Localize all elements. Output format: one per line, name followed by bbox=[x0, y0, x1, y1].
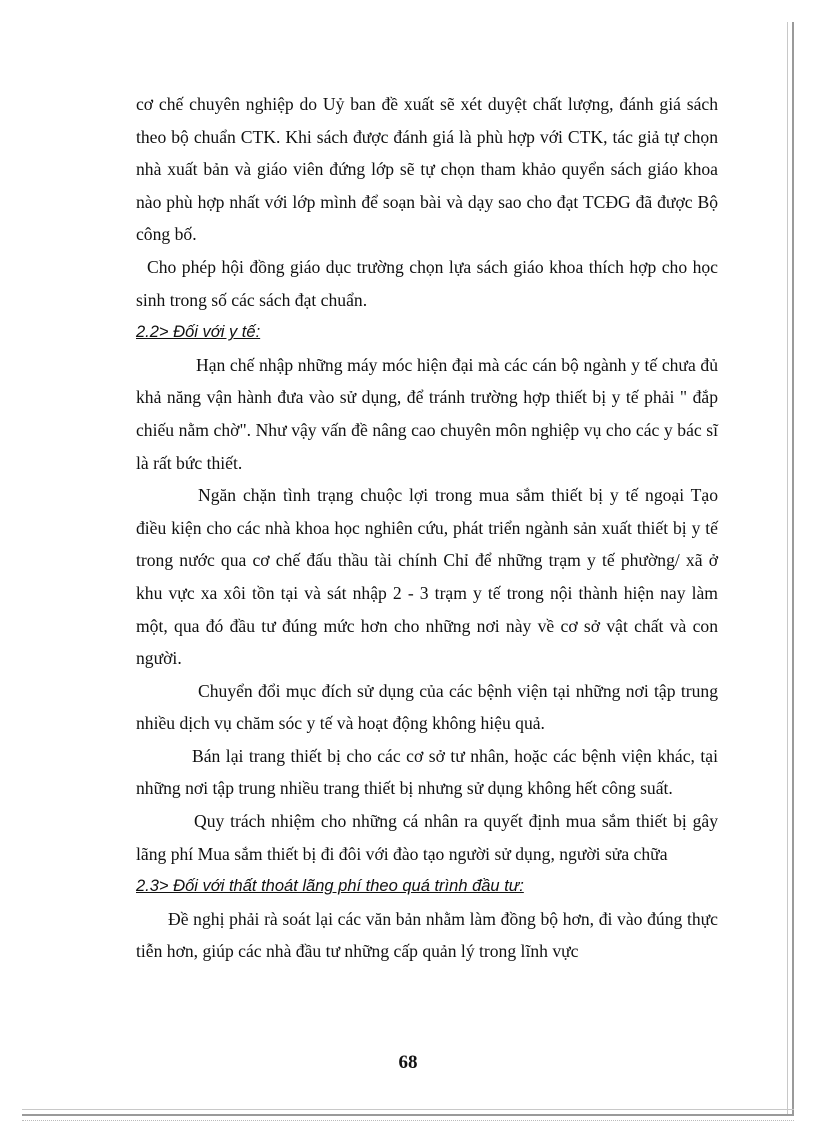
page-border-bottom bbox=[22, 1114, 794, 1116]
paragraph-repurpose-hospitals: Chuyển đổi mục đích sử dụng của các bệnh viện tại những nơi tập trung nhiều dịch vụ chăm sóc y tế và hoạt động không hiệu quả. bbox=[136, 680, 718, 734]
paragraph-prevent-profiteering: Ngăn chặn tình trạng chuộc lợi trong mua sắm thiết bị y tế ngoại Tạo điều kiện cho các nhà khoa học nghiên cứu, phát triển ngành sản xuất thiết bị y tế trong nước qua cơ chế đấu thầu tài chính Chỉ để những trạm y tế phường/ xã ở khu vực xa xôi tồn tại và sát nhập 2 - 3 trạm y tế trong nội thành hiện nay làm một, qua đó đầu tư đúng mức hơn cho những nơi này về cơ sở vật chất và con người. bbox=[136, 485, 718, 669]
paragraph-sell-equipment: Bán lại trang thiết bị cho các cơ sở tư nhân, hoặc các bệnh viện khác, tại những nơi tập trung nhiều trang thiết bị nhưng sử dụng không hết công suất. bbox=[136, 745, 718, 799]
page-border-bottom-inner bbox=[22, 1109, 794, 1110]
page-border-right-inner bbox=[787, 22, 788, 1116]
paragraph-school-council: Cho phép hội đồng giáo dục trường chọn lựa sách giáo khoa thích hợp cho học sinh trong số các sách đạt chuẩn. bbox=[136, 256, 718, 310]
section-heading-health: 2.2> Đối với y tế: bbox=[136, 323, 261, 342]
document-body bbox=[136, 88, 718, 968]
paragraph-limit-imports: Hạn chế nhập những máy móc hiện đại mà các cán bộ ngành y tế chưa đủ khả năng vận hành đưa vào sử dụng, để tránh trường hợp thiết bị y tế phải " đắp chiếu nằm chờ". Như vậy vấn đề nâng cao chuyên môn nghiệp vụ cho các y bác sĩ là rất bức thiết. bbox=[136, 354, 718, 473]
paragraph-accountability: Quy trách nhiệm cho những cá nhân ra quyết định mua sắm thiết bị gây lãng phí Mua sắm thiết bị đi đôi với đào tạo người sử dụng, người sửa chữa bbox=[136, 811, 718, 864]
section-heading-investment: 2.3> Đối với thất thoát lãng phí theo quá trình đầu tư: bbox=[136, 877, 524, 896]
paragraph-textbook-review: cơ chế chuyên nghiệp do Uỷ ban đề xuất sẽ xét duyệt chất lượng, đánh giá sách theo bộ chuẩn CTK. Khi sách được đánh giá là phù hợp với CTK, tác giả tự chọn nhà xuất bản và giáo viên đứng lớp sẽ tự chọn tham khảo quyển sách giáo khoa nào phù hợp nhất với lớp mình để soạn bài và dạy sao cho đạt TCĐG đã được Bộ công bố. bbox=[136, 94, 718, 245]
paragraph-review-documents: Đề nghị phải rà soát lại các văn bản nhằm làm đồng bộ hơn, đi vào đúng thực tiễn hơn, giúp các nhà đầu tư những cấp quản lý trong lĩnh vực bbox=[136, 908, 718, 962]
page-footer-rule bbox=[22, 1120, 794, 1121]
page-border-right bbox=[792, 22, 794, 1116]
page-number: 68 bbox=[398, 1052, 418, 1073]
